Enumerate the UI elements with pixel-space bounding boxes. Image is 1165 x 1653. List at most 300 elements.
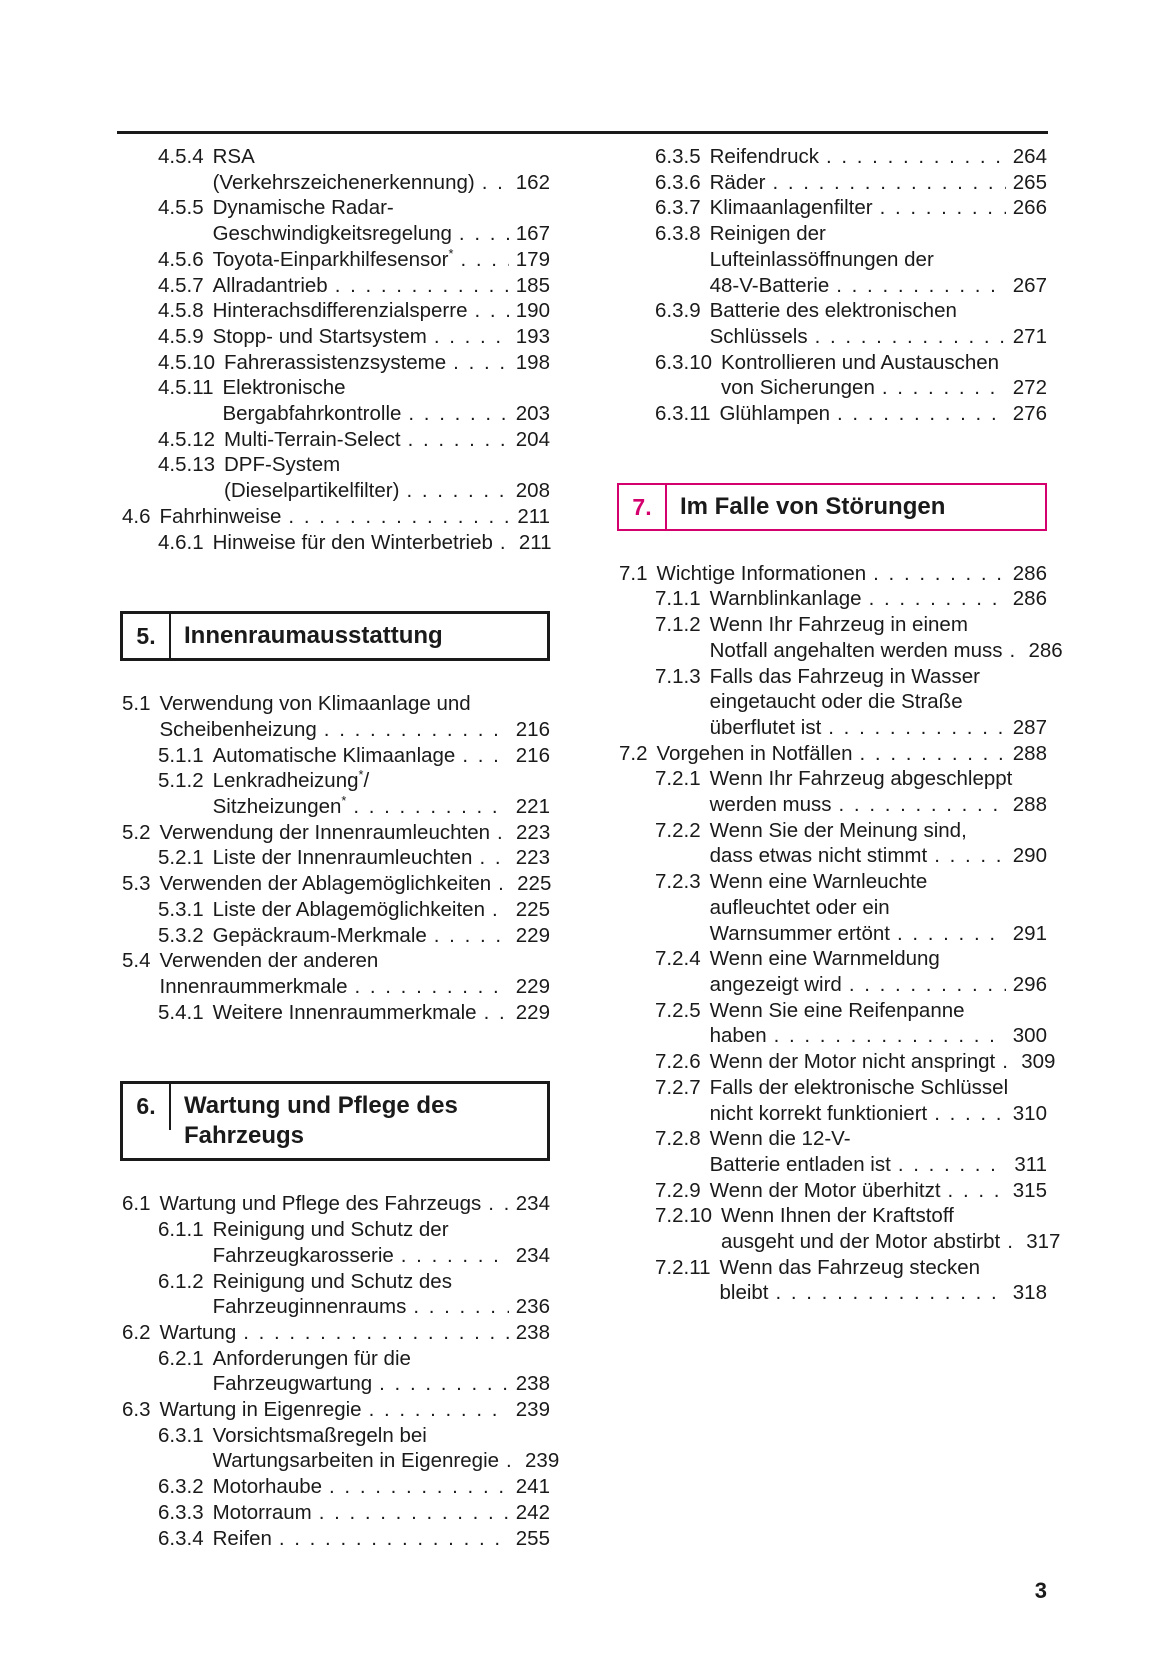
entry-number: 4.5.10 bbox=[158, 350, 215, 374]
entry-number: 6.3.7 bbox=[655, 196, 701, 220]
entry-body bbox=[224, 350, 550, 376]
entry-line: Elektronische bbox=[222, 376, 346, 400]
chapter-number: 5. bbox=[136, 623, 156, 650]
entry-title-text: Verwendung der Innenraumleuchten bbox=[159, 820, 491, 844]
toc-entry bbox=[120, 845, 550, 871]
entry-title-text: Bergabfahrkontrolle bbox=[222, 402, 402, 426]
entry-page-ref: 203 bbox=[515, 402, 550, 426]
toc-entry bbox=[617, 664, 1047, 741]
dot-leader bbox=[434, 923, 509, 949]
entry-line: Falls das Fahrzeug in Wasser bbox=[709, 664, 981, 688]
entry-page-ref: 223 bbox=[516, 820, 551, 844]
entry-page-ref: 310 bbox=[1012, 1101, 1047, 1125]
entry-line bbox=[160, 717, 551, 743]
dot-leader bbox=[482, 170, 509, 196]
entry-title-text: Vorgehen in Notfällen bbox=[656, 741, 853, 765]
entry-number: 6.3.2 bbox=[158, 1475, 204, 1499]
toc-entry bbox=[617, 1178, 1047, 1204]
entry-title-text: überflutet ist bbox=[709, 715, 822, 739]
entry-line: Wenn das Fahrzeug stecken bbox=[719, 1255, 981, 1279]
entry-line bbox=[160, 820, 551, 846]
entry-page-ref: 271 bbox=[1012, 324, 1047, 348]
chapter-number: 6. bbox=[136, 1093, 156, 1120]
entry-line: Wenn Sie eine Reifenpanne bbox=[709, 998, 965, 1022]
entry-body bbox=[160, 871, 551, 897]
entry-line bbox=[213, 845, 550, 871]
entry-number: 6.3.11 bbox=[655, 402, 711, 426]
entry-page-ref: 185 bbox=[515, 273, 550, 297]
dot-leader bbox=[497, 820, 509, 846]
entry-body bbox=[213, 247, 550, 273]
entry-body bbox=[710, 1126, 1047, 1177]
entry-number: 4.5.12 bbox=[158, 427, 215, 451]
entry-title-text: Stopp- und Startsystem bbox=[212, 324, 427, 348]
entry-body bbox=[213, 768, 550, 819]
toc-entry bbox=[120, 768, 550, 819]
entry-title-text: Liste der Ablagemöglichkeiten bbox=[212, 897, 485, 921]
entry-page-ref: 276 bbox=[1012, 402, 1047, 426]
entry-body bbox=[719, 1255, 1047, 1306]
entry-page-ref: 267 bbox=[1012, 273, 1047, 297]
toc-entry bbox=[617, 612, 1063, 663]
entry-number: 7.2.10 bbox=[655, 1204, 712, 1228]
entry-line: Vorsichtsmaßregeln bei bbox=[212, 1423, 427, 1447]
entry-title-text: Hinweise für den Winterbetrieb bbox=[212, 530, 493, 554]
entry-page-ref: 286 bbox=[1012, 587, 1047, 611]
toc-entry bbox=[617, 869, 1047, 946]
toc-entry bbox=[120, 350, 550, 376]
entry-body bbox=[710, 144, 1047, 170]
dot-leader bbox=[776, 1280, 1006, 1306]
asterisk-marker: * bbox=[358, 767, 364, 783]
entry-number: 5.2 bbox=[122, 820, 151, 844]
entry-line bbox=[213, 170, 550, 196]
entry-number: 7.2.11 bbox=[655, 1255, 711, 1279]
entry-line bbox=[160, 974, 551, 1000]
chapter-title bbox=[171, 1084, 468, 1158]
entry-body bbox=[160, 1191, 551, 1217]
entry-number: 7.2.2 bbox=[655, 818, 701, 842]
entry-line bbox=[213, 324, 550, 350]
entry-page-ref: 287 bbox=[1012, 715, 1047, 739]
entry-body bbox=[710, 998, 1047, 1049]
entry-title-text: Reifendruck bbox=[709, 145, 819, 168]
entry-body bbox=[213, 324, 550, 350]
entry-number: 5.4 bbox=[122, 949, 151, 973]
entry-number: 7.2.7 bbox=[655, 1075, 701, 1099]
dot-leader bbox=[459, 221, 509, 247]
entry-number: 7.2.9 bbox=[655, 1178, 701, 1202]
dot-leader bbox=[500, 530, 512, 556]
entry-line: eingetaucht oder die Straße bbox=[709, 690, 963, 714]
entry-page-ref: 225 bbox=[517, 872, 552, 896]
entry-number: 7.2.3 bbox=[655, 870, 701, 894]
toc-entry bbox=[120, 1191, 550, 1217]
entry-title-text: Verwenden der Ablagemöglichkeiten bbox=[159, 872, 492, 896]
entry-page-ref: 238 bbox=[515, 1372, 550, 1396]
dot-leader bbox=[860, 741, 1006, 767]
dot-leader bbox=[934, 843, 1006, 869]
entry-line bbox=[657, 741, 1048, 767]
entry-body bbox=[160, 1320, 551, 1346]
entry-line bbox=[710, 144, 1047, 170]
entry-body bbox=[160, 820, 551, 846]
entry-line: Reinigung und Schutz des bbox=[212, 1269, 452, 1293]
entry-number: 7.2 bbox=[619, 741, 648, 765]
entry-line: Falls der elektronische Schlüssel bbox=[709, 1075, 1009, 1099]
entry-body bbox=[710, 818, 1047, 869]
dot-leader bbox=[379, 1371, 509, 1397]
entry-page-ref: 272 bbox=[1012, 376, 1047, 400]
entry-number: 7.2.8 bbox=[655, 1127, 701, 1151]
entry-line: Kontrollieren und Austauschen bbox=[721, 350, 1000, 374]
dot-leader bbox=[408, 401, 508, 427]
dot-leader bbox=[335, 273, 509, 299]
entry-number: 4.6 bbox=[122, 504, 151, 528]
toc-entry bbox=[617, 195, 1047, 221]
entry-number: 6.3.9 bbox=[655, 299, 701, 323]
entry-number: 6.3 bbox=[122, 1398, 151, 1422]
entry-title-text: Multi-Terrain-Select bbox=[224, 427, 401, 451]
entry-body bbox=[160, 504, 551, 530]
entry-title-text: Räder bbox=[709, 170, 766, 194]
dot-leader bbox=[772, 170, 1005, 196]
toc-entry bbox=[617, 221, 1047, 298]
chapter-number: 7. bbox=[632, 493, 652, 520]
toc-entry bbox=[617, 766, 1047, 817]
entry-line: Verwenden der anderen bbox=[159, 949, 379, 973]
entry-line bbox=[213, 1294, 550, 1320]
toc-entry bbox=[120, 298, 550, 324]
toc-entry bbox=[120, 273, 550, 299]
entry-number: 7.2.6 bbox=[655, 1050, 701, 1074]
entry-number: 6.1 bbox=[122, 1192, 151, 1216]
entry-title-text: nicht korrekt funktioniert bbox=[709, 1101, 928, 1125]
entry-line bbox=[213, 794, 550, 820]
dot-leader bbox=[453, 350, 509, 376]
entry-line bbox=[213, 1243, 550, 1269]
dot-leader bbox=[488, 1191, 509, 1217]
entry-title-text: angezeigt wird bbox=[709, 972, 842, 996]
entry-page-ref: 179 bbox=[515, 247, 550, 271]
entry-title-text: Fahrzeugwartung bbox=[212, 1372, 373, 1396]
entry-title-text: ausgeht und der Motor abstirbt bbox=[721, 1230, 1001, 1254]
dot-leader bbox=[479, 845, 508, 871]
top-rule bbox=[117, 131, 1048, 134]
dot-leader bbox=[897, 921, 1006, 947]
toc-entry bbox=[617, 1049, 1056, 1075]
toc-entry bbox=[617, 144, 1047, 170]
entry-title-text: dass etwas nicht stimmt bbox=[709, 844, 928, 868]
entry-line bbox=[160, 871, 551, 897]
entry-body bbox=[719, 401, 1047, 427]
entry-number: 6.3.5 bbox=[655, 145, 701, 168]
entry-line bbox=[710, 843, 1047, 869]
entry-number: 6.1.2 bbox=[158, 1269, 204, 1293]
entry-page-ref: 204 bbox=[515, 427, 550, 451]
toc-entry bbox=[120, 324, 550, 350]
entry-body bbox=[213, 1500, 550, 1526]
entry-line bbox=[160, 1191, 551, 1217]
entry-line bbox=[213, 247, 550, 273]
entry-title-text: Wartung in Eigenregie bbox=[159, 1398, 362, 1422]
entry-title-text: Glühlampen bbox=[719, 402, 831, 426]
toc-entry bbox=[617, 998, 1047, 1049]
entry-body bbox=[213, 1346, 550, 1397]
entry-title-text: Liste der Innenraumleuchten bbox=[212, 846, 473, 870]
entry-body bbox=[710, 586, 1047, 612]
entry-number: 6.3.10 bbox=[655, 350, 712, 374]
toc-entry bbox=[120, 452, 550, 503]
entry-title-text: Motorraum bbox=[212, 1500, 312, 1524]
entry-line bbox=[710, 273, 1047, 299]
toc-entry bbox=[120, 871, 550, 897]
dot-leader bbox=[460, 247, 508, 273]
dot-leader bbox=[329, 1474, 509, 1500]
entry-page-ref: 311 bbox=[1014, 1152, 1047, 1176]
toc-column-left bbox=[120, 144, 560, 1551]
dot-leader bbox=[462, 743, 508, 769]
entry-number: 4.5.6 bbox=[158, 247, 204, 271]
chapter-title-line: Fahrzeugs bbox=[184, 1122, 305, 1150]
entry-number: 5.3.2 bbox=[158, 923, 204, 947]
entry-line bbox=[709, 1049, 1056, 1075]
entry-line bbox=[224, 350, 550, 376]
entry-line: Wenn Ihr Fahrzeug in einem bbox=[709, 613, 968, 637]
entry-line: Dynamische Radar- bbox=[212, 196, 394, 220]
entry-title-text: Fahrerassistenzsysteme bbox=[224, 350, 447, 374]
entry-title-text: Reifen bbox=[212, 1526, 272, 1550]
entry-line bbox=[710, 792, 1047, 818]
entry-line bbox=[213, 897, 550, 923]
entry-line: RSA bbox=[212, 145, 255, 168]
toc-entry bbox=[120, 144, 550, 195]
entry-line bbox=[213, 1371, 550, 1397]
entry-title-text: Warnblinkanlage bbox=[709, 587, 862, 611]
dot-leader bbox=[434, 324, 509, 350]
toc-entry bbox=[120, 1474, 550, 1500]
dot-leader bbox=[1007, 1229, 1019, 1255]
entry-line: Wenn die 12-V- bbox=[709, 1127, 851, 1151]
dot-leader bbox=[869, 586, 1006, 612]
entry-title-text: Weitere Innenraummerkmale bbox=[212, 1000, 477, 1024]
toc-entry bbox=[617, 350, 1047, 401]
entry-page-ref: 264 bbox=[1012, 145, 1047, 168]
toc-entry bbox=[120, 897, 550, 923]
entry-title-text: werden muss bbox=[709, 793, 832, 817]
dot-leader bbox=[873, 561, 1006, 587]
folio-page-number: 3 bbox=[1034, 1578, 1047, 1603]
dot-leader bbox=[849, 972, 1006, 998]
entry-body bbox=[710, 1075, 1047, 1126]
entry-body bbox=[224, 452, 550, 503]
entry-body bbox=[213, 530, 550, 556]
entry-line bbox=[657, 561, 1048, 587]
entry-title-text: Schlüssels bbox=[709, 324, 808, 348]
entry-page-ref: 288 bbox=[1012, 741, 1047, 765]
entry-line bbox=[710, 1178, 1047, 1204]
entry-line: Lenkradheizung*/ bbox=[212, 767, 370, 793]
entry-title-text: 48-V-Batterie bbox=[709, 273, 830, 297]
dot-leader bbox=[406, 478, 508, 504]
entry-line bbox=[213, 923, 550, 949]
entry-title-text: Batterie entladen ist bbox=[709, 1152, 891, 1176]
entry-body bbox=[213, 298, 550, 324]
entry-number: 4.5.4 bbox=[158, 145, 204, 168]
dot-leader bbox=[492, 897, 509, 923]
toc-entry bbox=[617, 586, 1047, 612]
entry-line bbox=[710, 972, 1047, 998]
entry-line: Wenn Sie der Meinung sind, bbox=[709, 818, 967, 842]
dot-leader bbox=[408, 427, 509, 453]
entry-body bbox=[213, 1526, 550, 1552]
entry-page-ref: 229 bbox=[515, 974, 550, 998]
entry-title-text: Klimaanlagenfilter bbox=[709, 196, 873, 220]
entry-body bbox=[721, 350, 1047, 401]
entry-number: 7.1.1 bbox=[655, 587, 701, 611]
entry-page-ref: 241 bbox=[515, 1475, 550, 1499]
entry-body bbox=[212, 1423, 560, 1474]
entry-line bbox=[222, 401, 550, 427]
entry-body bbox=[213, 1217, 550, 1268]
asterisk-marker: * bbox=[448, 245, 454, 261]
dot-leader bbox=[815, 324, 1006, 350]
entry-body bbox=[709, 1049, 1056, 1075]
entry-title-text: Geschwindigkeitsregelung bbox=[212, 222, 452, 246]
toc-entry bbox=[120, 691, 550, 742]
toc-entry bbox=[120, 1397, 550, 1423]
toc-entry bbox=[120, 1269, 550, 1320]
entry-page-ref: 229 bbox=[515, 1000, 550, 1024]
entry-page-ref: 296 bbox=[1012, 972, 1047, 996]
entry-title-text: Wartungsarbeiten in Eigenregie bbox=[212, 1449, 500, 1473]
toc-entry bbox=[617, 741, 1047, 767]
entry-body bbox=[710, 664, 1047, 741]
toc-column-right bbox=[617, 144, 1063, 1551]
dot-leader bbox=[898, 1152, 1008, 1178]
toc-entry bbox=[617, 1126, 1047, 1177]
entry-page-ref: 309 bbox=[1021, 1050, 1056, 1074]
entry-number: 6.3.8 bbox=[655, 222, 701, 246]
toc-entry bbox=[617, 946, 1047, 997]
entry-number: 7.1 bbox=[619, 561, 648, 585]
entry-page-ref: 300 bbox=[1012, 1024, 1047, 1048]
entry-body bbox=[710, 170, 1047, 196]
entry-line: Verwendung von Klimaanlage und bbox=[159, 692, 471, 716]
dot-leader bbox=[353, 794, 508, 820]
entry-number: 4.5.7 bbox=[158, 273, 204, 297]
entry-number: 7.2.5 bbox=[655, 998, 701, 1022]
entry-line bbox=[710, 170, 1047, 196]
entry-page-ref: 234 bbox=[515, 1243, 550, 1267]
dot-leader bbox=[413, 1294, 508, 1320]
entry-number: 5.4.1 bbox=[158, 1000, 204, 1024]
entry-page-ref: 208 bbox=[515, 479, 550, 503]
toc-columns bbox=[120, 144, 1063, 1551]
entry-page-ref: 193 bbox=[515, 324, 550, 348]
entry-title-text: haben bbox=[709, 1024, 767, 1048]
entry-title-text: (Verkehrszeichenerkennung) bbox=[212, 170, 475, 194]
entry-line bbox=[719, 401, 1047, 427]
entry-title-text: Wartung und Pflege des Fahrzeugs bbox=[159, 1192, 482, 1216]
entry-body bbox=[213, 897, 550, 923]
entry-body bbox=[710, 766, 1047, 817]
entry-body bbox=[213, 743, 550, 769]
entry-title-text: Gepäckraum-Merkmale bbox=[212, 923, 427, 947]
entry-body bbox=[160, 691, 551, 742]
entry-page-ref: 317 bbox=[1026, 1230, 1061, 1254]
dot-leader bbox=[1009, 638, 1021, 664]
toc-entry bbox=[617, 170, 1047, 196]
dot-leader bbox=[948, 1178, 1006, 1204]
dot-leader bbox=[484, 1000, 509, 1026]
dot-leader bbox=[1002, 1049, 1014, 1075]
entry-body bbox=[213, 1000, 550, 1026]
entry-title-text: Wartung bbox=[159, 1320, 237, 1344]
entry-line bbox=[710, 195, 1047, 221]
entry-line bbox=[213, 743, 550, 769]
entry-body bbox=[160, 1397, 551, 1423]
entry-line: Batterie des elektronischen bbox=[709, 299, 957, 323]
entry-number: 4.5.8 bbox=[158, 299, 204, 323]
entry-page-ref: 290 bbox=[1012, 844, 1047, 868]
entry-line bbox=[213, 221, 550, 247]
entry-number: 7.1.2 bbox=[655, 613, 701, 637]
entry-line bbox=[212, 1448, 560, 1474]
entry-page-ref: 266 bbox=[1012, 196, 1047, 220]
dot-leader bbox=[826, 144, 1006, 170]
toc-entry bbox=[120, 1000, 550, 1026]
dot-leader bbox=[882, 375, 1006, 401]
entry-title-text: Sitzheizungen* bbox=[212, 793, 347, 819]
entry-body bbox=[710, 1178, 1047, 1204]
entry-number: 5.3 bbox=[122, 872, 151, 896]
toc-entry bbox=[120, 820, 550, 846]
dot-leader bbox=[279, 1526, 509, 1552]
entry-page-ref: 216 bbox=[515, 743, 550, 767]
entry-title-text: Fahrhinweise bbox=[159, 504, 282, 528]
entry-page-ref: 236 bbox=[515, 1295, 550, 1319]
toc-entry bbox=[617, 1075, 1047, 1126]
toc-entry bbox=[617, 1203, 1061, 1254]
toc-entry bbox=[120, 743, 550, 769]
entry-title-text: von Sicherungen bbox=[721, 376, 875, 400]
toc-entry bbox=[120, 923, 550, 949]
entry-number: 7.2.1 bbox=[655, 767, 701, 791]
entry-number: 6.3.3 bbox=[158, 1500, 204, 1524]
entry-line bbox=[213, 1000, 550, 1026]
entry-number: 6.3.1 bbox=[158, 1423, 204, 1447]
entry-line bbox=[160, 504, 551, 530]
entry-number: 4.5.5 bbox=[158, 196, 204, 220]
toc-entry bbox=[120, 195, 550, 246]
toc-entry bbox=[120, 948, 550, 999]
dot-leader bbox=[837, 401, 1006, 427]
entry-number: 4.5.13 bbox=[158, 453, 215, 477]
entry-line: Wenn eine Warnleuchte bbox=[709, 870, 928, 894]
entry-line bbox=[710, 1101, 1047, 1127]
entry-line bbox=[710, 715, 1047, 741]
dot-leader bbox=[369, 1397, 509, 1423]
asterisk-marker: * bbox=[341, 793, 347, 809]
entry-line bbox=[213, 1526, 550, 1552]
entry-number: 6.3.4 bbox=[158, 1526, 204, 1550]
entry-body bbox=[213, 845, 550, 871]
entry-number: 5.1 bbox=[122, 692, 151, 716]
entry-body bbox=[710, 298, 1047, 349]
entry-body bbox=[224, 427, 550, 453]
entry-title-text: bleibt bbox=[719, 1281, 769, 1305]
